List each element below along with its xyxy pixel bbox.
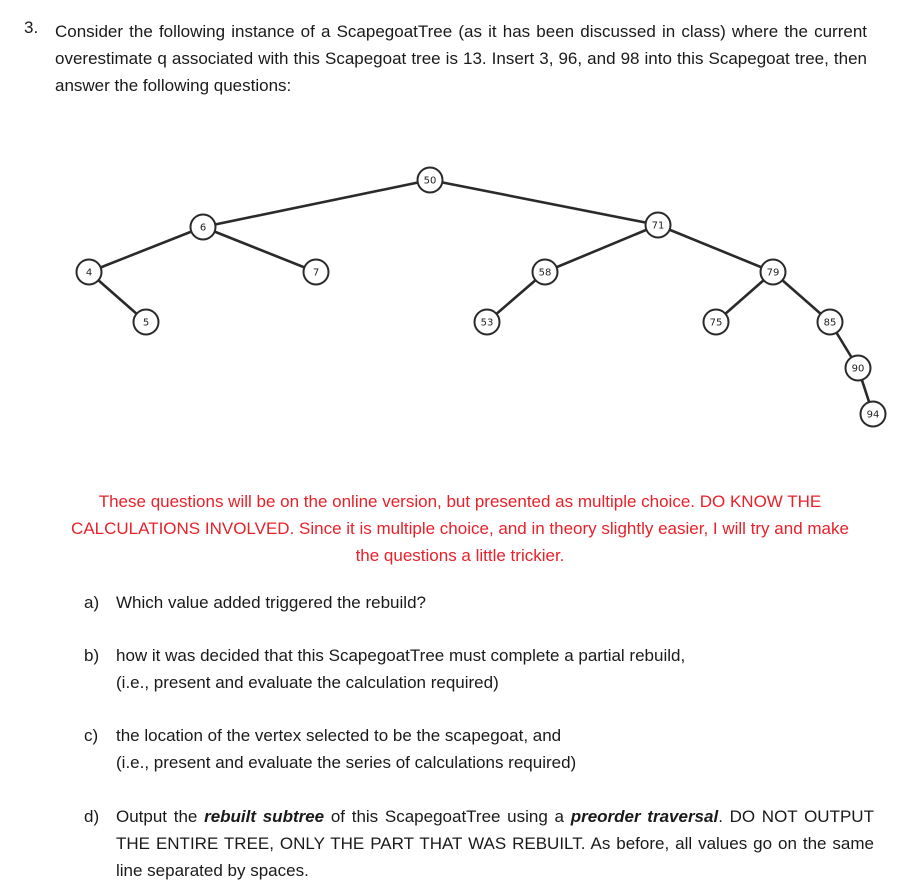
subquestion-b xyxy=(84,642,874,696)
tree-edge-50-6 xyxy=(203,180,430,227)
tree-node-label: 6 xyxy=(199,222,207,234)
tree-edge-50-71 xyxy=(430,180,658,225)
subquestion-d-text xyxy=(116,803,874,884)
tree-edge-6-4 xyxy=(89,227,203,272)
tree-node-label: 58 xyxy=(538,267,552,279)
tree-node-label: 94 xyxy=(866,409,880,421)
tree-node-85 xyxy=(818,310,843,335)
subquestion-b-letter: b) xyxy=(84,646,100,665)
subquestion-b-hint: (i.e., present and evaluate the calculation required) xyxy=(116,673,499,692)
tree-node-53 xyxy=(475,310,500,335)
tree-node-label: 53 xyxy=(480,317,494,329)
tree-node-6 xyxy=(191,215,216,240)
tree-node-5 xyxy=(134,310,159,335)
tree-node-label: 75 xyxy=(709,317,723,329)
tree-node-label: 90 xyxy=(851,363,865,375)
tree-node-label: 4 xyxy=(85,267,93,279)
tree-node-7 xyxy=(304,260,329,285)
tree-node-label: 50 xyxy=(423,175,437,187)
tree-node-94 xyxy=(861,402,886,427)
subquestion-d xyxy=(84,803,874,884)
subquestion-d-part1: Output the xyxy=(116,807,205,826)
subquestion-c-letter: c) xyxy=(84,726,99,745)
tree-node-label: 5 xyxy=(142,317,150,329)
subquestion-d-letter: d) xyxy=(84,807,100,826)
tree-node-label: 85 xyxy=(823,317,837,329)
subquestion-d-emph-preorder: preorder traversal xyxy=(570,807,719,826)
tree-node-75 xyxy=(704,310,729,335)
tree-node-label: 79 xyxy=(766,267,780,279)
subquestion-d-part3: . DO NOT OUTPUT THE ENTIRE TREE, ONLY THE PART THAT WAS REBUILT. As before, all values go on the same line separated by spaces. xyxy=(116,807,874,880)
tree-node-4 xyxy=(77,260,102,285)
subquestion-a-text: Which value added triggered the rebuild? xyxy=(116,593,426,612)
tree-node-58 xyxy=(533,260,558,285)
subquestion-a-letter: a) xyxy=(84,593,100,612)
tree-edge-71-79 xyxy=(658,225,773,272)
scapegoat-tree-figure xyxy=(0,150,921,450)
subquestion-c-hint: (i.e., present and evaluate the series of calculations required) xyxy=(116,753,577,772)
tree-edge-6-7 xyxy=(203,227,316,272)
subquestion-c-text: the location of the vertex selected to be the scapegoat, and xyxy=(116,726,562,745)
tree-node-label: 71 xyxy=(651,220,665,232)
subquestion-d-emph-rebuilt-subtree: rebuilt subtree xyxy=(204,807,325,826)
subquestion-d-part2: of this ScapegoatTree using a xyxy=(324,807,571,826)
subquestion-b-text: how it was decided that this ScapegoatTree must complete a partial rebuild, xyxy=(116,646,686,665)
tree-diagram xyxy=(0,150,921,450)
question-number: 3. xyxy=(24,18,39,37)
subquestion-a xyxy=(84,589,874,616)
question-intro: Consider the following instance of a ScapegoatTree (as it has been discussed in class) where the current overestimate q associated with this Scapegoat tree is 13. Insert 3, 96, and 98 into this Scapegoat tree, then answer the following questions: xyxy=(55,22,867,95)
notice-text: These questions will be on the online version, but presented as multiple choice. DO KNOW THE CALCULATIONS INVOLVED. Since it is multiple choice, and in theory slightly easier, I will try and make the questions a little trickier. xyxy=(71,492,849,565)
tree-edge-71-58 xyxy=(545,225,658,272)
subquestion-c xyxy=(84,722,874,776)
tree-node-71 xyxy=(646,213,671,238)
tree-node-79 xyxy=(761,260,786,285)
tree-node-label: 7 xyxy=(312,267,320,279)
tree-node-50 xyxy=(418,168,443,193)
tree-node-90 xyxy=(846,356,871,381)
